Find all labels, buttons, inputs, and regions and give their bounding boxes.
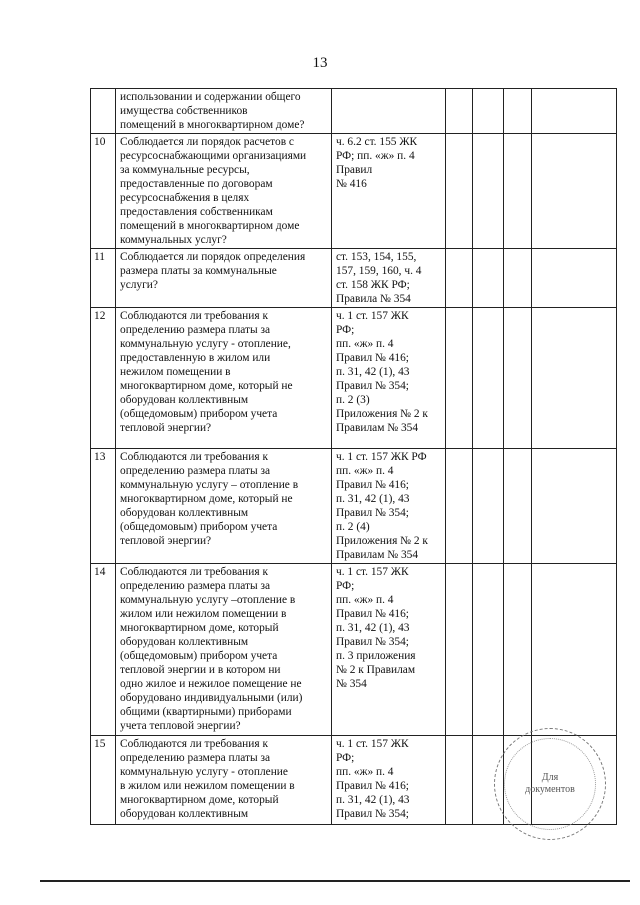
note-cell (532, 308, 617, 449)
row-number: 14 (91, 564, 116, 736)
answer-cell-no (473, 564, 504, 736)
answer-cell-na (504, 308, 532, 449)
question-cell: Соблюдается ли порядок расчетов с ресурсоснабжающими организациями за коммунальные ресурсы, предоставленные по договорам ресурсоснабжения в целях предоставления собственникам помещений в многоквартирном доме коммунальных услуг? (116, 134, 332, 249)
table-row (91, 449, 617, 564)
stamp-seal (494, 728, 606, 840)
question-cell: Соблюдаются ли требования к определению размера платы за коммунальную услугу –отопление в жилом или нежилом помещении в многоквартирном доме, который оборудован коллективным (общедомовым) прибором учета тепловой энергии и в котором ни одно жилое и нежилое помещение не оборудовано индивидуальными (или) общими (квартирными) приборами учета тепловой энергии? (116, 564, 332, 736)
reference-cell: ч. 6.2 ст. 155 ЖК РФ; пп. «ж» п. 4 Правил № 416 (332, 134, 446, 249)
answer-cell-yes (446, 736, 473, 825)
reference-cell: ст. 153, 154, 155, 157, 159, 160, ч. 4 ст. 158 ЖК РФ; Правила № 354 (332, 249, 446, 308)
answer-cell-no (473, 449, 504, 564)
row-number: 11 (91, 249, 116, 308)
stamp-text-line1: Для (541, 772, 559, 783)
row-number: 10 (91, 134, 116, 249)
table-row (91, 564, 617, 736)
answer-cell-yes (446, 564, 473, 736)
row-number: 13 (91, 449, 116, 564)
answer-cell-no (473, 134, 504, 249)
reference-cell: ч. 1 ст. 157 ЖК РФ; пп. «ж» п. 4 Правил № 416; п. 31, 42 (1), 43 Правил № 354; (332, 736, 446, 825)
row-number (91, 89, 116, 134)
answer-cell-na (504, 564, 532, 736)
answer-cell-yes (446, 308, 473, 449)
question-cell: Соблюдаются ли требования к определению размера платы за коммунальную услугу - отопление, предоставленную в жилом или нежилом помещении в многоквартирном доме, который не оборудован коллективным (общедомовым) прибором учета тепловой энергии? (116, 308, 332, 449)
row-number: 15 (91, 736, 116, 825)
answer-cell-yes (446, 134, 473, 249)
bottom-rule (40, 880, 630, 882)
reference-cell: ч. 1 ст. 157 ЖК РФ; пп. «ж» п. 4 Правил № 416; п. 31, 42 (1), 43 Правил № 354; п. 3 приложения № 2 к Правилам № 354 (332, 564, 446, 736)
answer-cell-yes (446, 249, 473, 308)
question-cell: Соблюдается ли порядок определения размера платы за коммунальные услуги? (116, 249, 332, 308)
checklist-table (90, 88, 617, 825)
answer-cell-no (473, 308, 504, 449)
answer-cell-no (473, 249, 504, 308)
question-cell: Соблюдаются ли требования к определению размера платы за коммунальную услугу - отопление в жилом или нежилом помещении в многоквартирном доме, который оборудован коллективным (116, 736, 332, 825)
page-number: 13 (312, 55, 328, 71)
table-row (91, 89, 617, 134)
stamp-text-line2: документов (525, 784, 575, 795)
answer-cell-na (504, 249, 532, 308)
note-cell (532, 134, 617, 249)
note-cell (532, 564, 617, 736)
reference-cell: ч. 1 ст. 157 ЖК РФ пп. «ж» п. 4 Правил № 416; п. 31, 42 (1), 43 Правил № 354; п. 2 (4) Приложения № 2 к Правилам № 354 (332, 449, 446, 564)
answer-cell-no (473, 89, 504, 134)
answer-cell-yes (446, 89, 473, 134)
answer-cell-yes (446, 449, 473, 564)
table-row (91, 308, 617, 449)
table-row (91, 134, 617, 249)
reference-cell (332, 89, 446, 134)
table-row (91, 249, 617, 308)
note-cell (532, 449, 617, 564)
answer-cell-na (504, 134, 532, 249)
note-cell (532, 249, 617, 308)
row-number: 12 (91, 308, 116, 449)
answer-cell-na (504, 449, 532, 564)
reference-cell: ч. 1 ст. 157 ЖК РФ; пп. «ж» п. 4 Правил № 416; п. 31, 42 (1), 43 Правил № 354; п. 2 (3) Приложения № 2 к Правилам № 354 (332, 308, 446, 449)
answer-cell-na (504, 89, 532, 134)
question-cell: Соблюдаются ли требования к определению размера платы за коммунальную услугу – отопление в многоквартирном доме, который не оборудован коллективным (общедомовым) прибором учета тепловой энергии? (116, 449, 332, 564)
question-cell: использовании и содержании общего имущества собственников помещений в многоквартирном доме? (116, 89, 332, 134)
note-cell (532, 89, 617, 134)
